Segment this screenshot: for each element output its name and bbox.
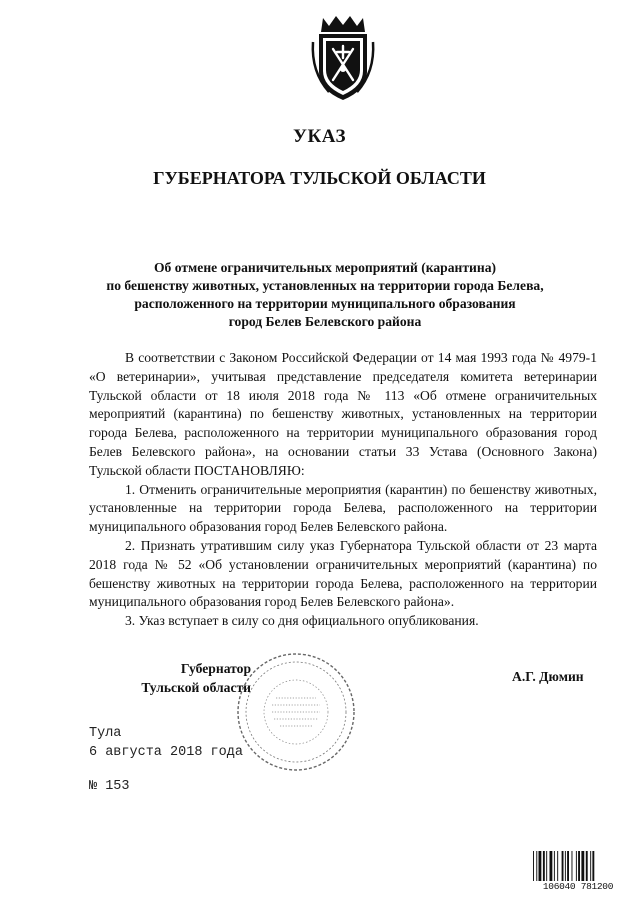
decree-number: № 153 [89,779,130,794]
barcode-bar [578,851,580,881]
subject-line: Об отмене ограничительных мероприятий (карантина) [153,260,497,275]
barcode-bar [586,851,588,881]
signatory-title-line: Тульской области [141,680,251,695]
barcode-bar [565,851,566,881]
subject-line: город Белев Белевского района [228,314,422,329]
signatory-name: А.Г. Дюмин [512,669,584,684]
issuer-heading: ГУБЕРНАТОРА ТУЛЬСКОЙ ОБЛАСТИ [153,168,486,188]
barcode-bar [567,851,569,881]
barcode-bar [576,851,577,881]
barcode-bar [536,851,537,881]
barcode-bar [554,851,555,881]
barcode-bar [539,851,542,881]
clause-paragraph: 1. Отменить ограничительные мероприятия (карантин) по бешенству животных, установленные на территории города Белева, расположенного на территории муниципального образования город Белев Белевского района. [89,481,597,535]
decree-heading: УКАЗ [293,126,346,147]
clause-paragraph: 3. Указ вступает в силу со дня официального опубликования. [125,613,479,629]
barcode-bar [581,851,584,881]
decree-subject [60,259,590,331]
barcode-bar [543,851,545,881]
barcode [533,851,623,881]
signatory-title [131,659,251,697]
coat-of-arms-emblem [309,12,377,102]
barcode-bar [550,851,553,881]
barcode-bar [572,851,573,881]
issue-date: 6 августа 2018 года [89,745,243,760]
barcode-bar [557,851,558,881]
barcode-bar [590,851,591,881]
signatory-title-line: Губернатор [180,661,251,676]
clause-paragraph: 2. Признать утратившим силу указ Губернатора Тульской области от 23 марта 2018 года № 52 «Об установлении ограничительных мероприятий (карантина) по бешенству животных на территории города Белева, расположенного на территории муниципального образования город Белев Белевского района». [89,537,597,610]
preamble-paragraph: В соответствии с Законом Российской Федерации от 14 мая 1993 года № 4979-1 «О ветеринарии», учитывая представление председателя комитета ветеринарии Тульской области от 18 июля 2018 года № 113 «Об отмене ограничительных мероприятий (карантина) по бешенству животных, установленных на территории города Белева, расположенного на территории муниципального образования город Белев Белевского района», на основании статьи 33 Устава (Основного Закона) Тульской области ПОСТАНОВЛЯЮ: [89,350,597,478]
issue-city: Тула [89,726,122,741]
decree-body [89,349,597,631]
official-stamp [232,648,360,776]
barcode-bar [562,851,564,881]
barcode-bar [592,851,594,881]
subject-line: по бешенству животных, установленных на территории города Белева, [106,278,544,293]
subject-line: расположенного на территории муниципального образования [134,296,516,311]
barcode-number: 106040 781200 [542,881,614,892]
barcode-bar [533,851,534,881]
barcode-bar [546,851,547,881]
